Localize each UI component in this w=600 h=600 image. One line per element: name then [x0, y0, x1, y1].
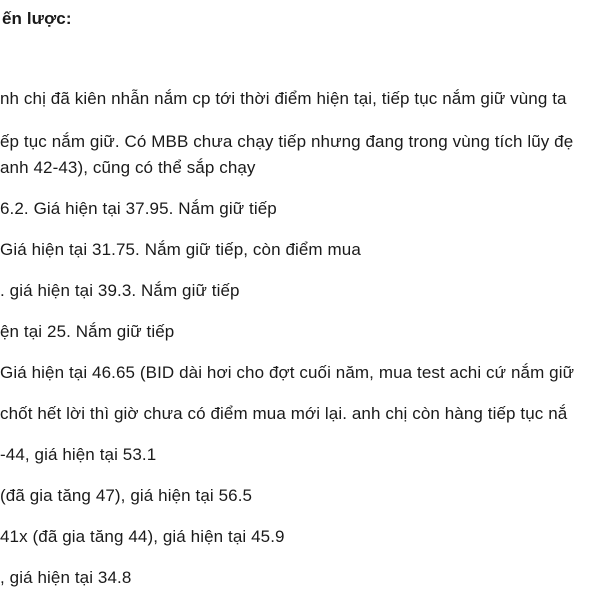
text-line-12: 41x (đã gia tăng 44), giá hiện tại 45.9	[0, 527, 285, 546]
text-line-6: . giá hiện tại 39.3. Nắm giữ tiếp	[0, 281, 240, 300]
text-line-9: chốt hết lời thì giờ chưa có điểm mua mới lại. anh chị còn hàng tiếp tục nắ	[0, 404, 568, 423]
text-line-1: nh chị đã kiên nhẫn nắm cp tới thời điểm hiện tại, tiếp tục nắm giữ vùng ta	[0, 89, 567, 108]
text-line-5: Giá hiện tại 31.75. Nắm giữ tiếp, còn điểm mua	[0, 240, 361, 259]
text-line-10: -44, giá hiện tại 53.1	[0, 445, 157, 464]
text-line-2: ếp tục nắm giữ. Có MBB chưa chạy tiếp nhưng đang trong vùng tích lũy đẹ	[0, 132, 574, 151]
text-line-8: Giá hiện tại 46.65 (BID dài hơi cho đợt cuối năm, mua test achi cứ nắm giữ	[0, 363, 575, 382]
text-line-7: ện tại 25. Nắm giữ tiếp	[0, 322, 175, 341]
section-heading: ến lược:	[2, 9, 72, 28]
text-line-3: anh 42-43), cũng có thể sắp chạy	[0, 158, 256, 177]
text-line-13: , giá hiện tại 34.8	[0, 568, 132, 587]
text-line-11: (đã gia tăng 47), giá hiện tại 56.5	[0, 486, 253, 505]
text-line-4: 6.2. Giá hiện tại 37.95. Nắm giữ tiếp	[0, 199, 277, 218]
